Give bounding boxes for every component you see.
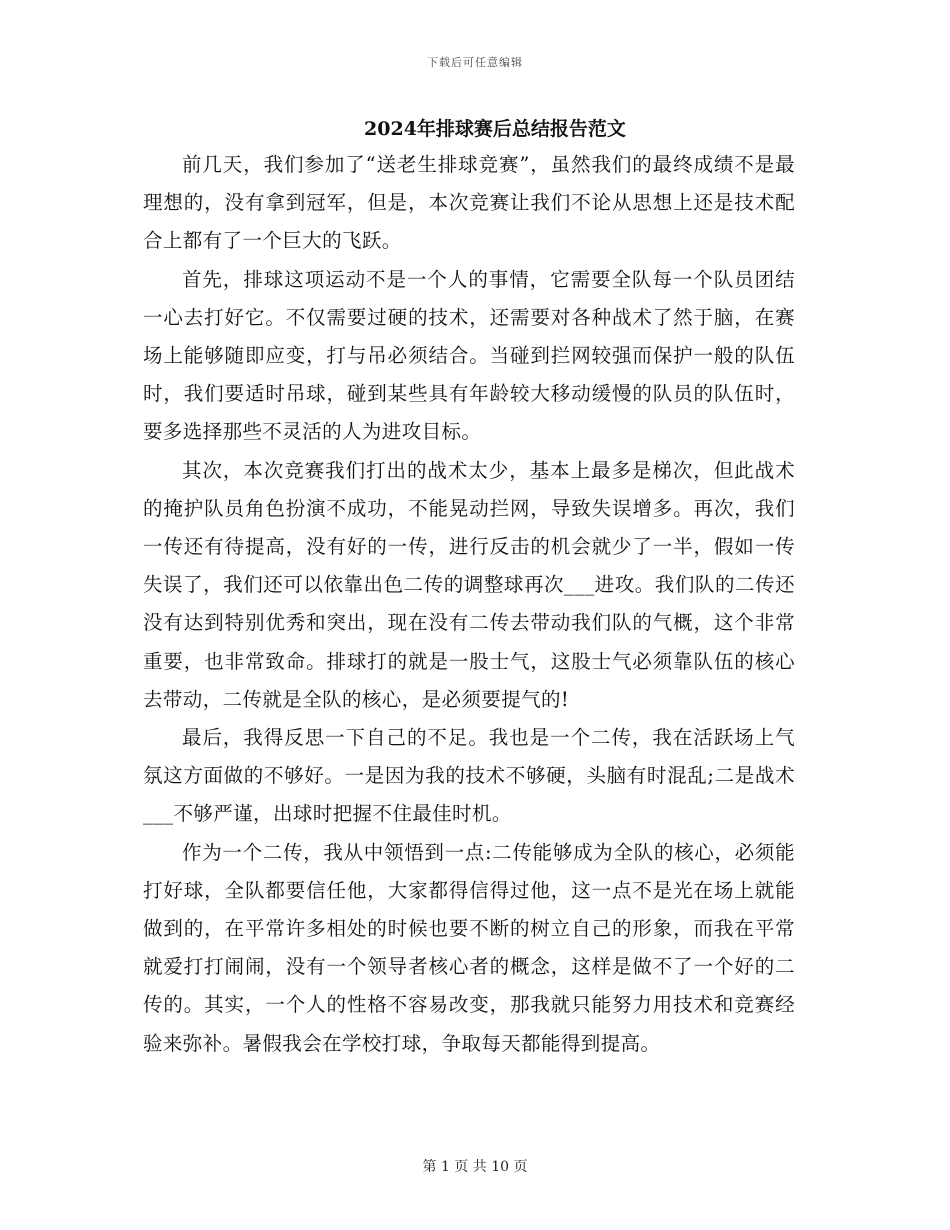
page-footer: 第 1 页 共 10 页: [422, 1159, 528, 1175]
document-title: 2024年排球赛后总结报告范文: [364, 118, 626, 140]
paragraph: 首先，排球这项运动不是一个人的事情，它需要全队每一个队员团结一心去打好它。不仅需要过硬的技术，还需要对各种战术了然于脑，在赛场上能够随即应变，打与吊必须结合。当碰到拦网较强而保护一般的队伍时，我们要适时吊球，碰到某些具有年龄较大移动缓慢的队员的队伍时，要多选择那些不灵活的人为进攻目标。: [143, 267, 795, 444]
paragraph: 其次，本次竞赛我们打出的战术太少，基本上最多是梯次，但此战术的掩护队员角色扮演不成功，不能晃动拦网，导致失误增多。再次，我们一传还有待提高，没有好的一传，进行反击的机会就少了一半，假如一传失误了，我们还可以依靠出色二传的调整球再次___进攻。我们队的二传还没有达到特别优秀和突出，现在没有二传去带动我们队的气概，这个非常重要，也非常致命。排球打的就是一股士气，这股士气必须靠队伍的核心去带动，二传就是全队的核心，是必须要提气的!: [143, 458, 795, 711]
paragraph: 最后，我得反思一下自己的不足。我也是一个二传，我在活跃场上气氛这方面做的不够好。一是因为我的技术不够硬，头脑有时混乱;二是战术___不够严谨，出球时把握不住最佳时机。: [143, 726, 795, 826]
header-note: 下载后可任意编辑: [427, 56, 523, 69]
document-body: [143, 146, 795, 1063]
paragraph: 作为一个二传，我从中领悟到一点:二传能够成为全队的核心，必须能打好球，全队都要信任他，大家都得信得过他，这一点不是光在场上就能做到的，在平常许多相处的时候也要不断的树立自己的形象，而我在平常就爱打打闹闹，没有一个领导者核心者的概念，这样是做不了一个好的二传的。其实，一个人的性格不容易改变，那我就只能努力用技术和竞赛经验来弥补。暑假我会在学校打球，争取每天都能得到提高。: [143, 840, 795, 1055]
paragraph: 前几天，我们参加了“送老生排球竞赛”，虽然我们的最终成绩不是最理想的，没有拿到冠军，但是，本次竞赛让我们不论从思想上还是技术配合上都有了一个巨大的飞跃。: [143, 153, 795, 253]
